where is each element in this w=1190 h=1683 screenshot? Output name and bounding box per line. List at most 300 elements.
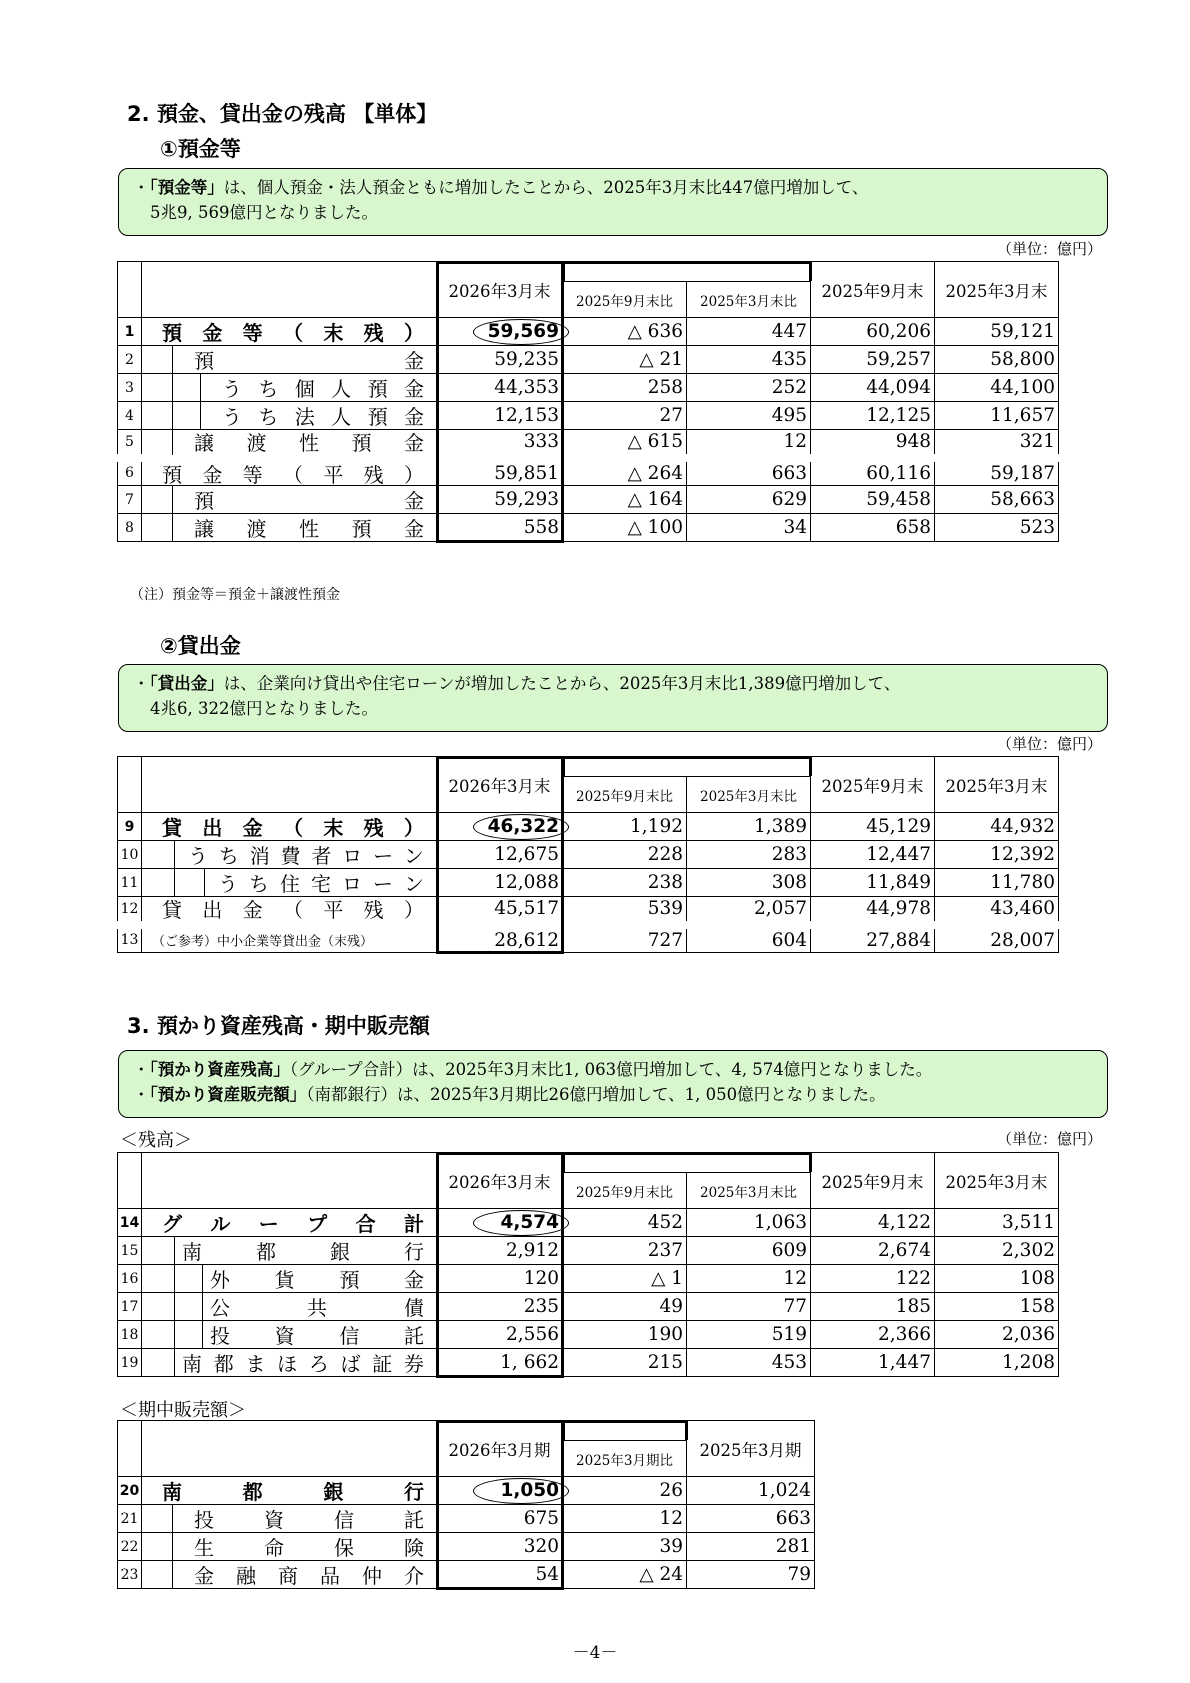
loans-subtitle: ②貸出金 — [160, 634, 241, 658]
value-cell: 447 — [687, 318, 811, 346]
value-cell: △ 164 — [563, 486, 687, 514]
value-cell: △ 615 — [563, 430, 687, 458]
value-cell: △ 264 — [563, 458, 687, 486]
table-row — [118, 458, 1059, 486]
value-cell: 120 — [437, 1265, 563, 1293]
row-label-char: う — [218, 872, 238, 896]
row-label-char: う — [222, 405, 242, 429]
value-cell: 39 — [563, 1533, 687, 1561]
row-number: 17 — [118, 1293, 142, 1321]
value-cell: 238 — [563, 869, 687, 897]
value-cell: 321 — [935, 430, 1059, 458]
table-row — [118, 841, 1059, 869]
table-row — [118, 897, 1059, 925]
tree-line — [172, 1560, 173, 1589]
section3-summary-box: ・「預かり資産残高」（グループ合計）は、2025年3月末比1, 063億円増加して、4, 574億円となりました。 ・「預かり資産販売額」（南都銀行）は、2025年3月期比26億円増加して、1, 050億円となりました。 — [118, 1050, 1108, 1118]
value-cell: 44,353 — [437, 374, 563, 402]
row-label — [142, 514, 437, 542]
row-label-char: 等 — [242, 321, 263, 345]
value-cell: 54 — [437, 1561, 563, 1589]
header-label-cell — [142, 1421, 437, 1477]
table-row — [118, 430, 1059, 458]
row-number: 23 — [118, 1561, 142, 1589]
value-cell: 185 — [811, 1293, 935, 1321]
row-label — [142, 1265, 437, 1293]
row-label-char: ま — [245, 1352, 266, 1376]
row-label-char: ば — [340, 1352, 361, 1376]
row-label-char: 銀 — [330, 1240, 350, 1264]
value-cell: 435 — [687, 346, 811, 374]
tree-line — [172, 345, 173, 374]
value-cell: 26 — [563, 1477, 687, 1505]
row-label-char: 保 — [334, 1536, 354, 1560]
loans-summary-line1: は、企業向け貸出や住宅ローンが増加したことから、2025年3月末比1,389億円増加して、 — [223, 674, 901, 693]
value-cell: 45,517 — [437, 897, 563, 925]
row-label — [142, 458, 437, 486]
value-cell: △ 21 — [563, 346, 687, 374]
value-cell: 45,129 — [811, 813, 935, 841]
value-cell: 235 — [437, 1293, 563, 1321]
tree-line — [204, 868, 205, 897]
row-label-char: 預 — [339, 1268, 360, 1292]
value-cell: △ 1 — [563, 1265, 687, 1293]
row-label-char: ー — [373, 844, 394, 868]
loans-summary-box: ・「貸出金」は、企業向け貸出や住宅ローンが増加したことから、2025年3月末比1,389億円増加して、 4兆6, 322億円となりました。 — [118, 664, 1108, 732]
row-number: 10 — [118, 841, 142, 869]
row-label — [142, 897, 437, 925]
row-label-char: 末 — [323, 321, 344, 345]
tree-line — [174, 1236, 175, 1265]
value-cell: 495 — [687, 402, 811, 430]
row-label — [142, 813, 437, 841]
row-label — [142, 1505, 437, 1533]
value-cell: 44,100 — [935, 374, 1059, 402]
row-label-char: 金 — [403, 405, 424, 429]
value-cell: 1,063 — [687, 1209, 811, 1237]
row-number: 11 — [118, 869, 142, 897]
row-number: 12 — [118, 897, 142, 925]
row-label-char: 預 — [367, 377, 388, 401]
value-cell: 1,192 — [563, 813, 687, 841]
value-cell: 2,366 — [811, 1321, 935, 1349]
row-label-char: ち — [258, 405, 279, 429]
value-cell: 79 — [687, 1561, 815, 1589]
row-number: 2 — [118, 346, 142, 374]
row-number: 9 — [118, 813, 142, 841]
row-label-char: 預 — [351, 517, 372, 541]
value-cell: 28,612 — [437, 925, 563, 953]
value-cell: 12 — [687, 1265, 811, 1293]
value-cell: 77 — [687, 1293, 811, 1321]
value-cell: 2,302 — [935, 1237, 1059, 1265]
value-cell: 604 — [687, 925, 811, 953]
table-row — [118, 318, 1059, 346]
header-3: 2025年9月末 — [811, 262, 935, 318]
value-cell: 658 — [811, 514, 935, 542]
value-cell: 2,036 — [935, 1321, 1059, 1349]
value-cell: 1,208 — [935, 1349, 1059, 1377]
balance-label: ＜残高＞ — [120, 1130, 192, 1151]
value-cell: 108 — [935, 1265, 1059, 1293]
table-row — [118, 1237, 1059, 1265]
value-cell: 58,800 — [935, 346, 1059, 374]
page-number: －4－ — [572, 1643, 618, 1663]
header-4: 2025年3月末 — [935, 1153, 1059, 1209]
tree-line — [202, 1292, 203, 1321]
row-number: 7 — [118, 486, 142, 514]
header-sub-top — [563, 262, 811, 282]
value-cell: 3,511 — [935, 1209, 1059, 1237]
row-label-char: 金 — [242, 816, 263, 840]
tree-line — [172, 1504, 173, 1533]
value-cell: 12 — [563, 1505, 687, 1533]
row-label — [142, 1533, 437, 1561]
table-row — [118, 1349, 1059, 1377]
table-row — [118, 514, 1059, 542]
value-cell: 44,932 — [935, 813, 1059, 841]
value-cell: 11,657 — [935, 402, 1059, 430]
row-label-char: 金 — [404, 349, 424, 373]
header-0: 2026年3月期 — [437, 1421, 563, 1477]
row-label-char: ン — [403, 844, 424, 868]
value-cell: 252 — [687, 374, 811, 402]
row-label-char: 南 — [182, 1352, 202, 1376]
tree-line — [174, 868, 175, 897]
row-label-char: 預 — [194, 349, 214, 373]
row-label — [142, 925, 437, 953]
value-cell: 27 — [563, 402, 687, 430]
header-2: 2025年3月期 — [687, 1421, 815, 1477]
value-cell: 44,978 — [811, 897, 935, 925]
row-label-char: （ — [282, 321, 303, 345]
row-label-char: 出 — [202, 816, 223, 840]
tree-line — [174, 1320, 175, 1349]
sales-table — [117, 1420, 815, 1589]
row-label-char: 譲 — [194, 431, 214, 456]
value-cell: 59,458 — [811, 486, 935, 514]
deposits-unit: （単位：億円） — [996, 240, 1102, 258]
row-label-char: 南 — [182, 1240, 202, 1264]
row-label-char: 資 — [264, 1508, 284, 1532]
row-label-char: 信 — [334, 1508, 354, 1532]
deposits-summary-line1: は、個人預金・法人預金ともに増加したことから、2025年3月末比447億円増加して、 — [223, 178, 869, 197]
loans-summary-line2: 4兆6, 322億円となりました。 — [150, 699, 378, 718]
value-cell: 308 — [687, 869, 811, 897]
value-cell: 122 — [811, 1265, 935, 1293]
value-cell: 558 — [437, 514, 563, 542]
row-label-char: 住 — [280, 872, 300, 896]
row-label-char: 介 — [404, 1564, 424, 1588]
tree-line — [200, 373, 201, 402]
row-label-char: 貨 — [274, 1268, 295, 1292]
value-cell: 1, 662 — [437, 1349, 563, 1377]
header-no-cell — [118, 1421, 142, 1477]
row-label-char: 金 — [202, 462, 223, 487]
tree-line — [200, 401, 201, 430]
tree-line — [172, 485, 173, 514]
row-number: 18 — [118, 1321, 142, 1349]
row-label-char: 険 — [404, 1536, 424, 1560]
header-3: 2025年9月末 — [811, 757, 935, 813]
row-label-char: （ — [282, 816, 303, 840]
row-label-char: 信 — [339, 1324, 360, 1348]
row-label-char: 人 — [331, 377, 352, 401]
row-label-char: ） — [403, 462, 424, 487]
row-label — [142, 402, 437, 430]
row-label-char: ン — [404, 872, 424, 896]
tree-line — [172, 429, 173, 455]
header-label-cell — [142, 757, 437, 813]
tree-line — [172, 513, 173, 542]
row-label-char: 公 — [210, 1296, 230, 1320]
value-cell: 60,206 — [811, 318, 935, 346]
value-cell: 12,675 — [437, 841, 563, 869]
tree-line — [174, 840, 175, 869]
table-row — [118, 1265, 1059, 1293]
value-cell: 44,094 — [811, 374, 935, 402]
row-label-char: 生 — [194, 1536, 214, 1560]
value-cell: 190 — [563, 1321, 687, 1349]
row-label-char: 譲 — [194, 517, 214, 541]
row-label-char: 金 — [404, 489, 424, 513]
row-label — [142, 1321, 437, 1349]
row-label-char: ち — [249, 872, 269, 896]
value-cell: 12 — [687, 430, 811, 458]
row-label — [142, 869, 437, 897]
row-label — [142, 374, 437, 402]
value-cell: 158 — [935, 1293, 1059, 1321]
value-cell: 59,257 — [811, 346, 935, 374]
row-label-char: 合 — [355, 1212, 376, 1236]
value-cell: 12,153 — [437, 402, 563, 430]
row-label-char: 品 — [320, 1564, 340, 1588]
value-cell: △ 100 — [563, 514, 687, 542]
table-row — [118, 1321, 1059, 1349]
table-row — [118, 1293, 1059, 1321]
row-number: 5 — [118, 430, 142, 458]
value-cell: 28,007 — [935, 925, 1059, 953]
row-label-char: 法 — [294, 405, 315, 429]
table-row — [118, 402, 1059, 430]
row-label-char: 都 — [242, 1480, 263, 1504]
value-cell: 59,235 — [437, 346, 563, 374]
row-label-char: 託 — [404, 1508, 424, 1532]
value-cell: 11,849 — [811, 869, 935, 897]
row-label-char: 出 — [202, 898, 223, 923]
value-cell: 320 — [437, 1533, 563, 1561]
row-label-char: ロ — [342, 844, 363, 868]
row-label-char: ル — [210, 1212, 231, 1236]
loans-unit: （単位：億円） — [996, 735, 1102, 753]
header-0: 2026年3月末 — [437, 757, 563, 813]
row-number: 8 — [118, 514, 142, 542]
value-cell: 453 — [687, 1349, 811, 1377]
row-label-char: 投 — [210, 1324, 230, 1348]
row-label-char: 行 — [404, 1240, 424, 1264]
value-cell: △ 636 — [563, 318, 687, 346]
header-no-cell — [118, 1153, 142, 1209]
row-label-char: 貸 — [162, 816, 182, 840]
row-label-char: 末 — [323, 816, 344, 840]
row-label-char: 投 — [194, 1508, 214, 1532]
value-cell: 228 — [563, 841, 687, 869]
value-cell: 59,293 — [437, 486, 563, 514]
row-label-char: 平 — [323, 898, 344, 923]
header-sub-2: 2025年3月末比 — [687, 282, 811, 318]
summary-sales-bold: 「預かり資産販売額」 — [149, 1085, 307, 1104]
row-label-char: プ — [307, 1212, 328, 1236]
value-cell: 523 — [935, 514, 1059, 542]
row-number: 4 — [118, 402, 142, 430]
table-row — [118, 1477, 815, 1505]
row-label — [142, 1477, 437, 1505]
table-row — [118, 486, 1059, 514]
value-cell: 283 — [687, 841, 811, 869]
value-cell: 2,674 — [811, 1237, 935, 1265]
row-number: 16 — [118, 1265, 142, 1293]
header-3: 2025年9月末 — [811, 1153, 935, 1209]
row-label-char: 残 — [363, 321, 384, 345]
row-label-char: 個 — [294, 377, 315, 401]
header-sub-top — [563, 1421, 687, 1441]
value-cell: 948 — [811, 430, 935, 458]
row-label-char: ち — [258, 377, 279, 401]
row-number: 15 — [118, 1237, 142, 1265]
header-sub-top — [563, 1153, 811, 1173]
row-number: 14 — [118, 1209, 142, 1237]
row-label — [142, 841, 437, 869]
row-label-char: 金 — [202, 321, 223, 345]
tree-line — [172, 373, 173, 402]
row-label — [142, 1237, 437, 1265]
row-label-char: 都 — [256, 1240, 276, 1264]
table-row — [118, 813, 1059, 841]
row-label-char: 宅 — [311, 872, 331, 896]
row-label-char: 南 — [162, 1480, 182, 1504]
tree-line — [202, 1264, 203, 1293]
tree-line — [174, 1264, 175, 1293]
row-label — [142, 1561, 437, 1589]
value-cell: 1,447 — [811, 1349, 935, 1377]
row-label-char: 仲 — [362, 1564, 382, 1588]
deposits-note: （注）預金等＝預金＋譲渡性預金 — [130, 587, 340, 603]
row-label-char: 預 — [162, 321, 182, 345]
value-cell: 46,322 — [437, 813, 563, 841]
row-number: 22 — [118, 1533, 142, 1561]
row-label-char: 消 — [249, 844, 270, 868]
row-label-char: 預 — [351, 431, 372, 456]
row-label-char: 等 — [242, 462, 263, 487]
row-number: 20 — [118, 1477, 142, 1505]
balance-unit: （単位：億円） — [996, 1130, 1102, 1148]
tree-line — [172, 1532, 173, 1561]
row-label-char: ー — [373, 872, 393, 896]
value-cell: 539 — [563, 897, 687, 925]
summary-assets-text: （グループ合計）は、2025年3月末比1, 063億円増加して、4, 574億円となりました。 — [289, 1060, 933, 1079]
row-label-char: ） — [403, 898, 424, 923]
value-cell: 59,569 — [437, 318, 563, 346]
row-label-char: 銀 — [323, 1480, 344, 1504]
table-row — [118, 1505, 815, 1533]
row-label-char: 性 — [299, 431, 319, 456]
header-4: 2025年3月末 — [935, 262, 1059, 318]
value-cell: 4,574 — [437, 1209, 563, 1237]
row-label-char: 託 — [403, 1324, 424, 1348]
row-label-char: ち — [218, 844, 239, 868]
row-label-char: 性 — [299, 517, 319, 541]
row-label — [142, 346, 437, 374]
value-cell: 60,116 — [811, 458, 935, 486]
tree-line — [172, 401, 173, 430]
balance-table — [117, 1152, 1059, 1377]
section3-title: 3. 預かり資産残高・期中販売額 — [127, 1014, 430, 1038]
row-label-char: 金 — [403, 1268, 424, 1292]
row-label-char: ー — [258, 1212, 279, 1236]
header-0: 2026年3月末 — [437, 1153, 563, 1209]
row-label-char: 債 — [404, 1296, 424, 1320]
row-label-char: う — [222, 377, 242, 401]
row-label-char: 共 — [307, 1296, 327, 1320]
deposits-summary-line2: 5兆9, 569億円となりました。 — [150, 203, 378, 222]
header-sub-top — [563, 757, 811, 777]
deposits-summary-bold: 「預金等」 — [149, 178, 224, 197]
value-cell: 4,122 — [811, 1209, 935, 1237]
row-label-char: 平 — [323, 462, 344, 487]
deposits-subtitle: ①預金等 — [160, 137, 241, 161]
value-cell: 1,389 — [687, 813, 811, 841]
value-cell: 663 — [687, 458, 811, 486]
row-label-char: 人 — [331, 405, 352, 429]
row-label — [142, 1293, 437, 1321]
value-cell: 452 — [563, 1209, 687, 1237]
header-sub-2: 2025年3月末比 — [687, 777, 811, 813]
row-label-char: 金 — [194, 1564, 214, 1588]
value-cell: 727 — [563, 925, 687, 953]
row-label-char: ろ — [308, 1352, 329, 1376]
value-cell: 237 — [563, 1237, 687, 1265]
value-cell: 663 — [687, 1505, 815, 1533]
value-cell: 49 — [563, 1293, 687, 1321]
row-label-char: 命 — [264, 1536, 284, 1560]
row-label-char: （ — [282, 462, 303, 487]
table-row — [118, 1209, 1059, 1237]
value-cell: 281 — [687, 1533, 815, 1561]
row-label-char: ） — [403, 321, 424, 345]
row-label-char: 資 — [274, 1324, 295, 1348]
row-number: 19 — [118, 1349, 142, 1377]
sales-label: ＜期中販売額＞ — [120, 1400, 246, 1421]
header-sub-1: 2025年9月末比 — [563, 282, 687, 318]
row-label — [142, 430, 437, 458]
tree-line — [174, 1292, 175, 1321]
row-label-char: ロ — [342, 872, 362, 896]
row-label-char: 外 — [210, 1268, 230, 1292]
row-label-char: ） — [403, 816, 424, 840]
table-row — [118, 1533, 815, 1561]
header-no-cell — [118, 262, 142, 318]
header-sub-2: 2025年3月末比 — [687, 1173, 811, 1209]
row-label-char: （ — [282, 898, 303, 923]
value-cell: 34 — [687, 514, 811, 542]
row-label-char: 金 — [403, 377, 424, 401]
value-cell: 12,088 — [437, 869, 563, 897]
row-label-char: 残 — [363, 462, 384, 487]
header-no-cell — [118, 757, 142, 813]
value-cell: 12,447 — [811, 841, 935, 869]
loans-summary-bold: 「貸出金」 — [149, 674, 224, 693]
row-label-char: 渡 — [246, 431, 267, 456]
value-cell: 59,851 — [437, 458, 563, 486]
